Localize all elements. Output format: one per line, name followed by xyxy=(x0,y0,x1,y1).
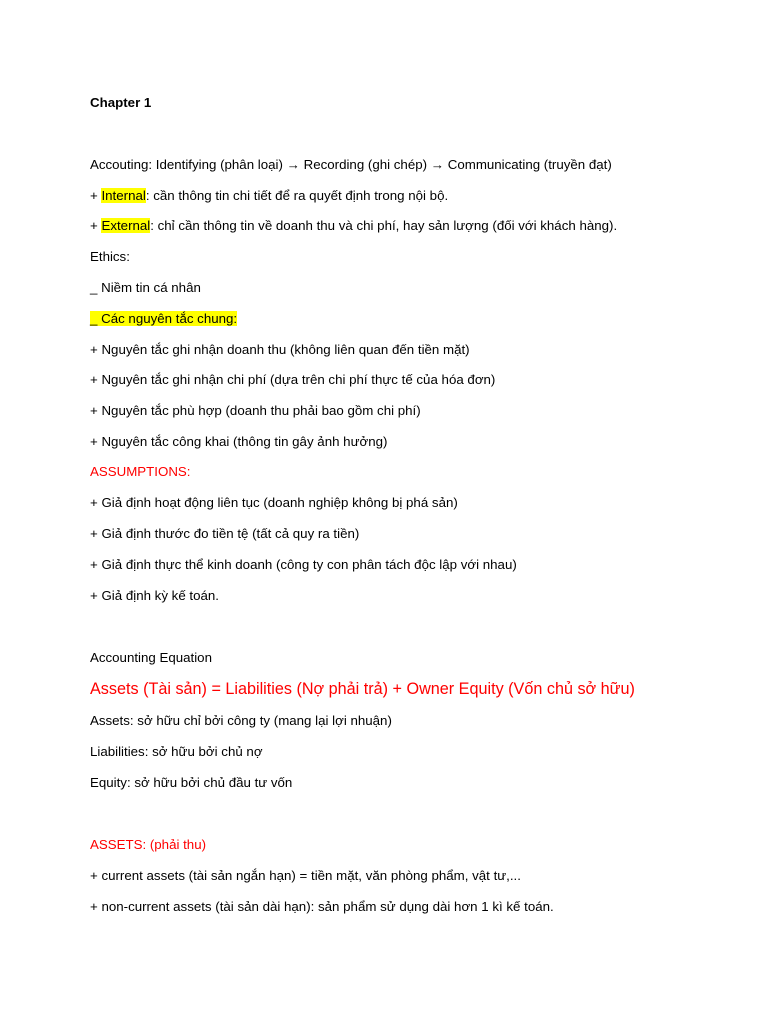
accounting-equation: Assets (Tài sản) = Liabilities (Nợ phải trả) + Owner Equity (Vốn chủ sở hữu) xyxy=(90,680,635,698)
accounting-part-recording: Recording (ghi chép) xyxy=(299,157,431,172)
internal-text: : cần thông tin chi tiết để ra quyết định trong nội bộ. xyxy=(145,188,449,203)
definition-assets: Assets: sở hữu chỉ bởi công ty (mang lại lợi nhuận) xyxy=(90,713,392,728)
principle-item: + Nguyên tắc công khai (thông tin gây ảnh hưởng) xyxy=(90,434,388,449)
accounting-definition xyxy=(90,156,612,174)
definition-equity: Equity: sở hữu bởi chủ đầu tư vốn xyxy=(90,775,293,790)
arrow-right-icon: → xyxy=(430,157,445,172)
assumption-item: + Giả định thực thể kinh doanh (công ty con phân tách độc lập với nhau) xyxy=(90,557,517,572)
external-highlight: External xyxy=(101,218,151,233)
principle-item: + Nguyên tắc ghi nhận chi phí (dựa trên chi phí thực tế của hóa đơn) xyxy=(90,372,496,387)
external-prefix: + xyxy=(90,218,102,233)
internal-line xyxy=(90,187,448,205)
chapter-title: Chapter 1 xyxy=(90,95,152,110)
ethics-item-general-principles xyxy=(90,310,237,328)
assumptions-heading: ASSUMPTIONS: xyxy=(90,464,191,479)
ethics-item-personal-trust: _ Niềm tin cá nhân xyxy=(90,280,201,295)
assumption-item: + Giả định thước đo tiền tệ (tất cả quy ra tiền) xyxy=(90,526,360,541)
accounting-part-communicating: Communicating (truyền đạt) xyxy=(444,157,612,172)
internal-prefix: + xyxy=(90,188,102,203)
arrow-right-icon: → xyxy=(286,157,300,172)
external-text: : chỉ cần thông tin về doanh thu và chi phí, hay sản lượng (đối với khách hàng). xyxy=(150,218,618,233)
ethics-heading: Ethics: xyxy=(90,249,130,264)
assets-item-current: + current assets (tài sản ngắn hạn) = tiền mặt, văn phòng phẩm, vật tư,... xyxy=(90,868,521,883)
accounting-part-identifying: Accouting: Identifying (phân loại) xyxy=(90,157,287,172)
equation-heading: Accounting Equation xyxy=(90,650,212,665)
principle-item: + Nguyên tắc phù hợp (doanh thu phải bao gồm chi phí) xyxy=(90,403,421,418)
assumption-item: + Giả định kỳ kế toán. xyxy=(90,588,219,603)
principle-item: + Nguyên tắc ghi nhận doanh thu (không liên quan đến tiền mặt) xyxy=(90,342,470,357)
external-line xyxy=(90,217,617,235)
general-principles-highlight: _ Các nguyên tắc chung: xyxy=(90,311,238,326)
definition-liabilities: Liabilities: sở hữu bởi chủ nợ xyxy=(90,744,263,759)
internal-highlight: Internal xyxy=(101,188,146,203)
assumption-item: + Giả định hoạt động liên tục (doanh nghiệp không bị phá sản) xyxy=(90,495,458,510)
assets-item-non-current: + non-current assets (tài sản dài hạn): sản phẩm sử dụng dài hơn 1 kì kế toán. xyxy=(90,899,554,914)
assets-heading: ASSETS: (phải thu) xyxy=(90,837,207,852)
